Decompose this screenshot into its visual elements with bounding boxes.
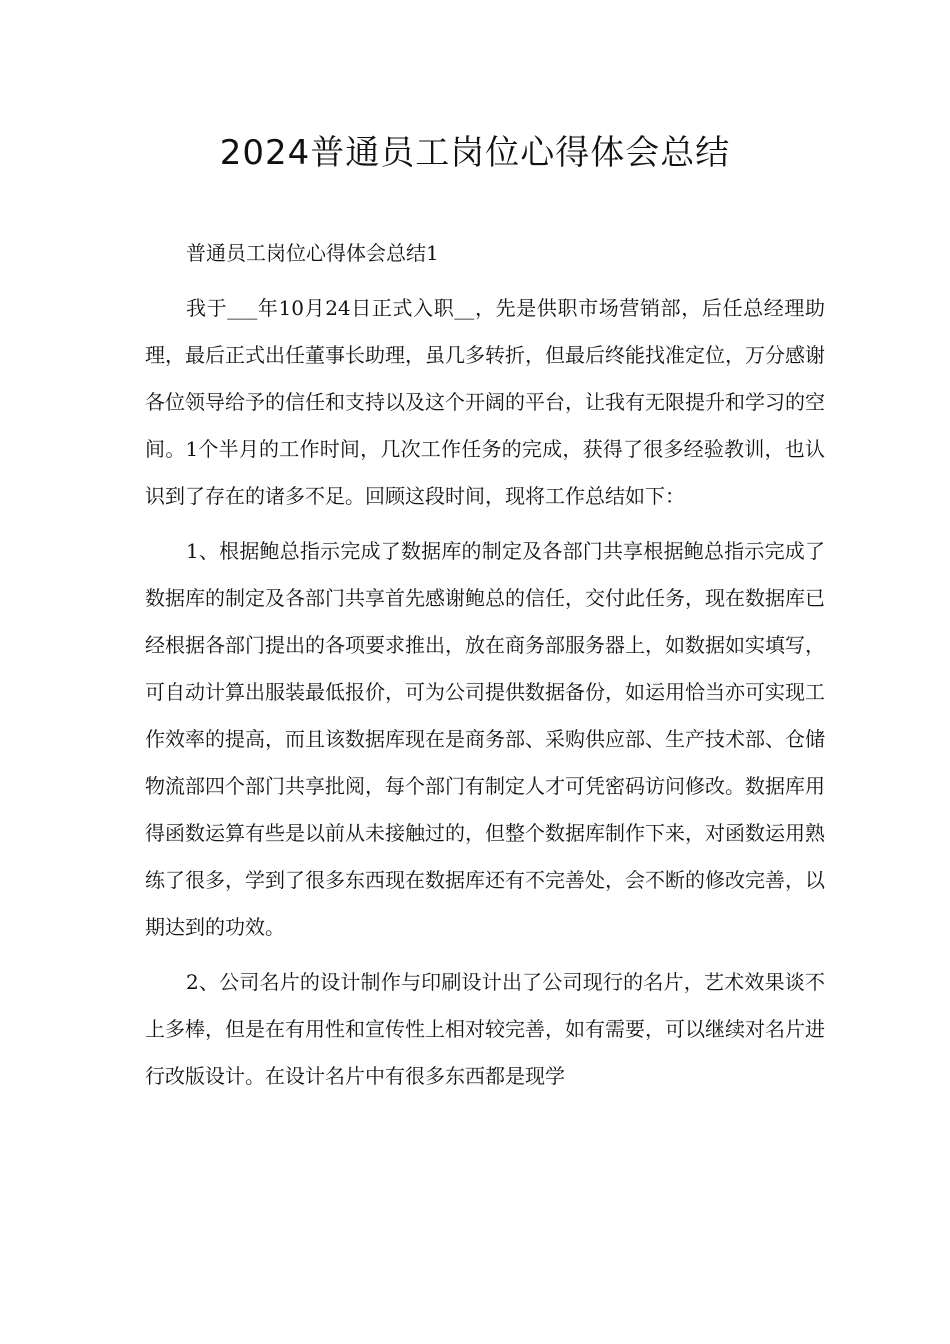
paragraph-item-2: 2、公司名片的设计制作与印刷设计出了公司现行的名片，艺术效果谈不上多棒，但是在有用性和宣传性上相对较完善，如有需要，可以继续对名片进行改版设计。在设计名片中有很多东西都是现学	[145, 970, 825, 1088]
section-heading: 普通员工岗位心得体会总结1	[186, 241, 439, 265]
paragraph-intro: 我于___年10月24日正式入职__，先是供职市场营销部，后任总经理助理，最后正式出任董事长助理，虽几多转折，但最后终能找准定位，万分感谢各位领导给予的信任和支持以及这个开阔的平台，让我有无限提升和学习的空间。1个半月的工作时间，几次工作任务的完成，获得了很多经验教训，也认识到了存在的诸多不足。回顾这段时间，现将工作总结如下：	[145, 296, 825, 508]
document-title: 2024普通员工岗位心得体会总结	[219, 133, 731, 173]
paragraph-item-1: 1、根据鲍总指示完成了数据库的制定及各部门共享根据鲍总指示完成了数据库的制定及各部门共享首先感谢鲍总的信任，交付此任务，现在数据库已经根据各部门提出的各项要求推出，放在商务部服务器上，如数据如实填写，可自动计算出服装最低报价，可为公司提供数据备份，如运用恰当亦可实现工作效率的提高，而且该数据库现在是商务部、采购供应部、生产技术部、仓储物流部四个部门共享批阅，每个部门有制定人才可凭密码访问修改。数据库用得函数运算有些是以前从未接触过的，但整个数据库制作下来，对函数运用熟练了很多，学到了很多东西现在数据库还有不完善处，会不断的修改完善，以期达到的功效。	[145, 539, 825, 939]
document-body	[145, 230, 825, 1108]
